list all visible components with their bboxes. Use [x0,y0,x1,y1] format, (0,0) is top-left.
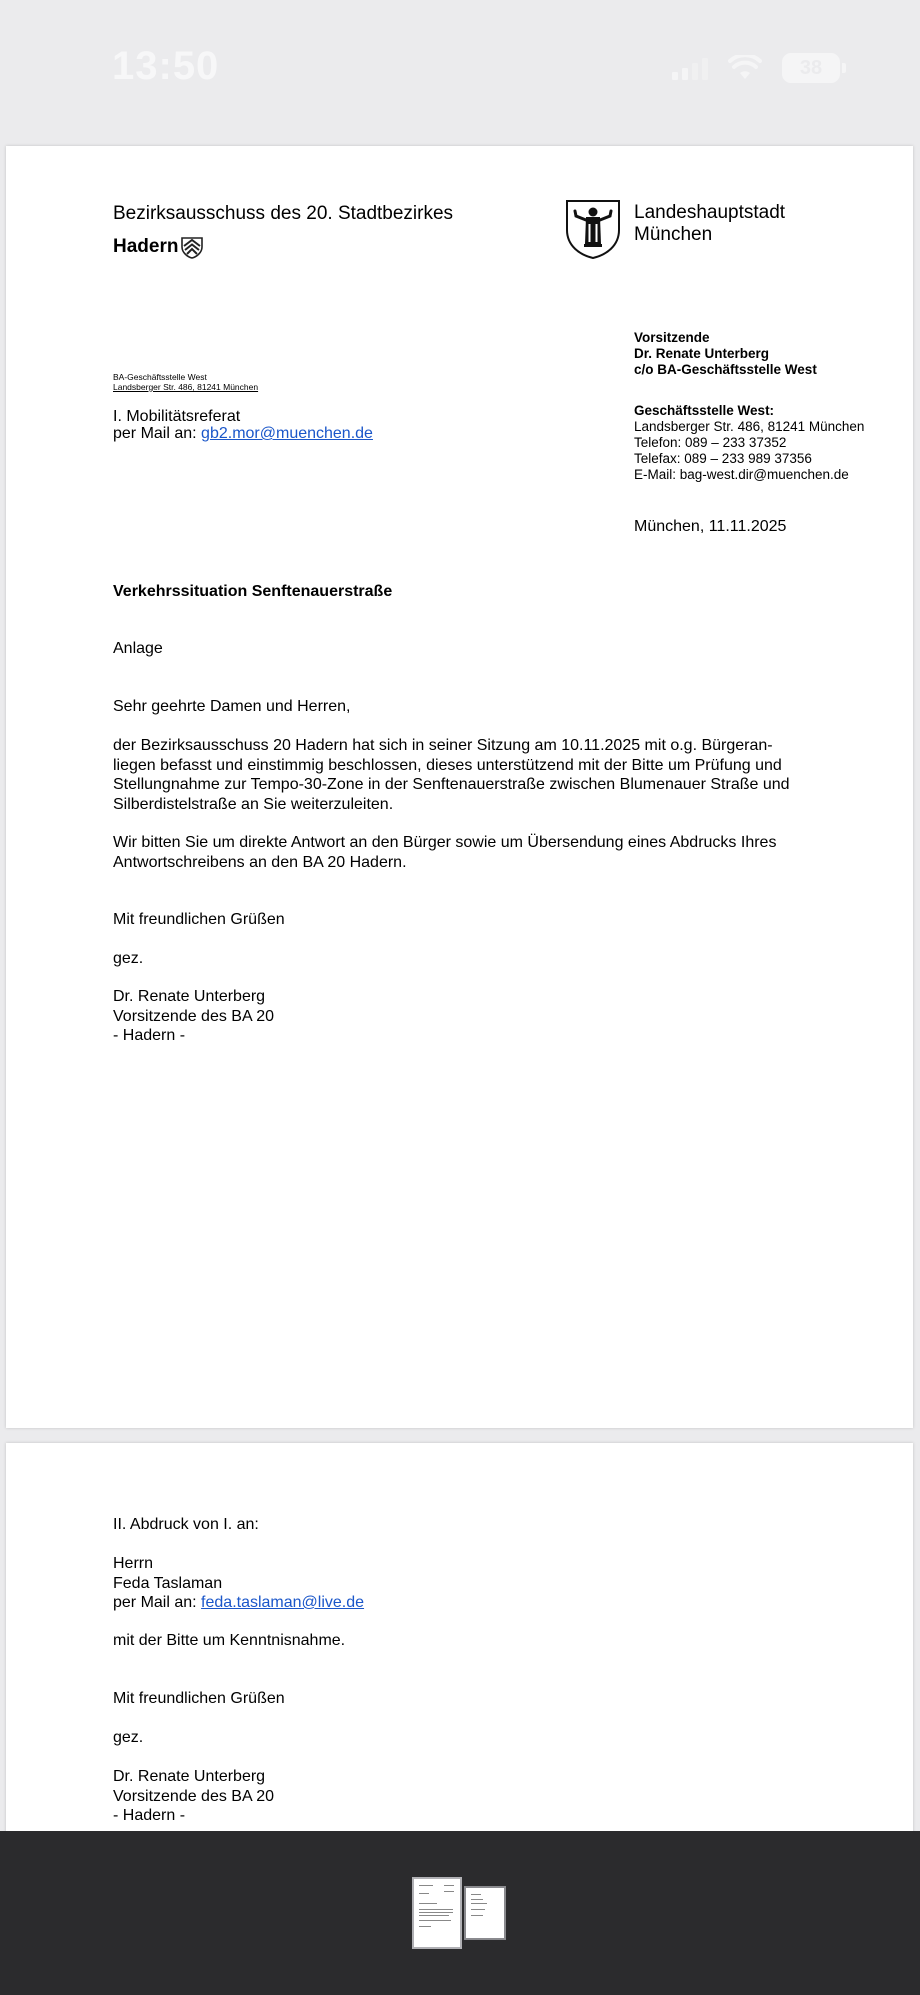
office-address: Landsberger Str. 486, 81241 München [634,419,865,434]
office-phone: Telefon: 089 – 233 37352 [634,435,787,450]
document-page-1[interactable] [6,146,913,1428]
addressee-block [113,408,373,442]
city-name [634,202,785,246]
signature-block [113,987,833,1046]
munich-coat-of-arms-icon [564,198,622,260]
addressee-email-link[interactable]: gb2.mor@muenchen.de [201,425,373,442]
letter-date: München, 11.11.2025 [634,518,787,535]
chair-label: Vorsitzende [634,330,710,345]
signal-bars-icon [672,56,708,80]
city-name-line2: München [634,224,713,245]
signature-place: - Hadern - [113,1027,186,1044]
letter-subject: Verkehrssituation Senftenauerstraße [113,583,393,600]
recipient-block [113,1554,833,1613]
closing: Mit freundlichen Grüßen [113,1690,285,1707]
signature-block [113,1767,833,1826]
signature-role: Vorsitzende des BA 20 [113,1007,274,1025]
sender-info-block [634,330,864,483]
ba-title: Bezirksausschuss des 20. Stadtbezirkes [113,203,454,224]
sender-line2: Landsberger Str. 486, 81241 München [113,382,259,392]
paragraph-2 [113,833,833,872]
status-icons [672,50,840,86]
gez: gez. [113,1729,144,1746]
page-thumbnail-2[interactable] [464,1886,506,1940]
paragraph-1-line: der Bezirksausschuss 20 Hadern hat sich in seiner Sitzung am 10.11.2025 mit o.g. Bürgeran- [113,737,773,754]
paragraph-2-line: Wir bitten Sie um direkte Antwort an den Bürger sowie um Übersendung eines Abdrucks Ihres [113,834,777,851]
sender-return-address [113,372,258,392]
status-time: 13:50 [112,44,220,88]
paragraph-1 [113,736,833,814]
office-email: E-Mail: bag-west.dir@muenchen.de [634,467,849,482]
sender-line1: BA-Geschäftsstelle West [113,372,207,382]
paragraph-1-line: liegen befasst und einstimmig beschlossen, dieses unterstützend mit der Bitte um Prüfung und [113,756,782,774]
signature-name: Dr. Renate Unterberg [113,1768,266,1785]
recipient-mail-line [113,1593,833,1613]
signature-place: - Hadern - [113,1807,186,1824]
recipient-email-link[interactable]: feda.taslaman@live.de [201,1594,365,1611]
attachment-note: Anlage [113,640,163,657]
status-bar [0,0,920,140]
battery-level: 38 [799,56,823,79]
chair-name: Dr. Renate Unterberg [634,346,770,361]
recipient-name: Feda Taslaman [113,1574,223,1592]
ba-district-label: Hadern [113,236,179,257]
document-page-2[interactable] [6,1443,913,1833]
chair-co: c/o BA-Geschäftsstelle West [634,362,817,377]
salutation: Sehr geehrte Damen und Herren, [113,698,351,715]
paragraph-1-line: Stellungnahme zur Tempo-30-Zone in der Senftenauerstraße zwischen Blumenauer Straße und [113,776,790,793]
ba-district [113,235,204,259]
copy-heading: II. Abdruck von I. an: [113,1516,259,1533]
paragraph-1-line: Silberdistelstraße an Sie weiterzuleiten. [113,795,394,813]
acknowledge-note: mit der Bitte um Kenntnisnahme. [113,1632,346,1649]
addressee-mail-line [113,425,373,442]
office-label: Geschäftsstelle West: [634,403,775,418]
page-thumbnail-1[interactable] [412,1877,462,1949]
addressee-mail-prefix: per Mail an: [113,425,202,442]
recipient-title: Herrn [113,1555,154,1572]
signature-name: Dr. Renate Unterberg [113,988,266,1005]
city-name-line1: Landeshauptstadt [634,202,786,223]
battery-icon [782,53,840,83]
wifi-icon [728,55,762,81]
signature-role: Vorsitzende des BA 20 [113,1787,274,1805]
closing: Mit freundlichen Grüßen [113,911,285,928]
recipient-mail-prefix: per Mail an: [113,1594,202,1611]
paragraph-2-line: Antwortschreibens an den BA 20 Hadern. [113,853,407,871]
hadern-crest-icon [180,235,204,259]
gez: gez. [113,950,144,967]
page-thumbnail-bar [0,1831,920,1995]
office-fax: Telefax: 089 – 233 989 37356 [634,451,812,466]
addressee-line1: I. Mobilitätsreferat [113,408,241,425]
